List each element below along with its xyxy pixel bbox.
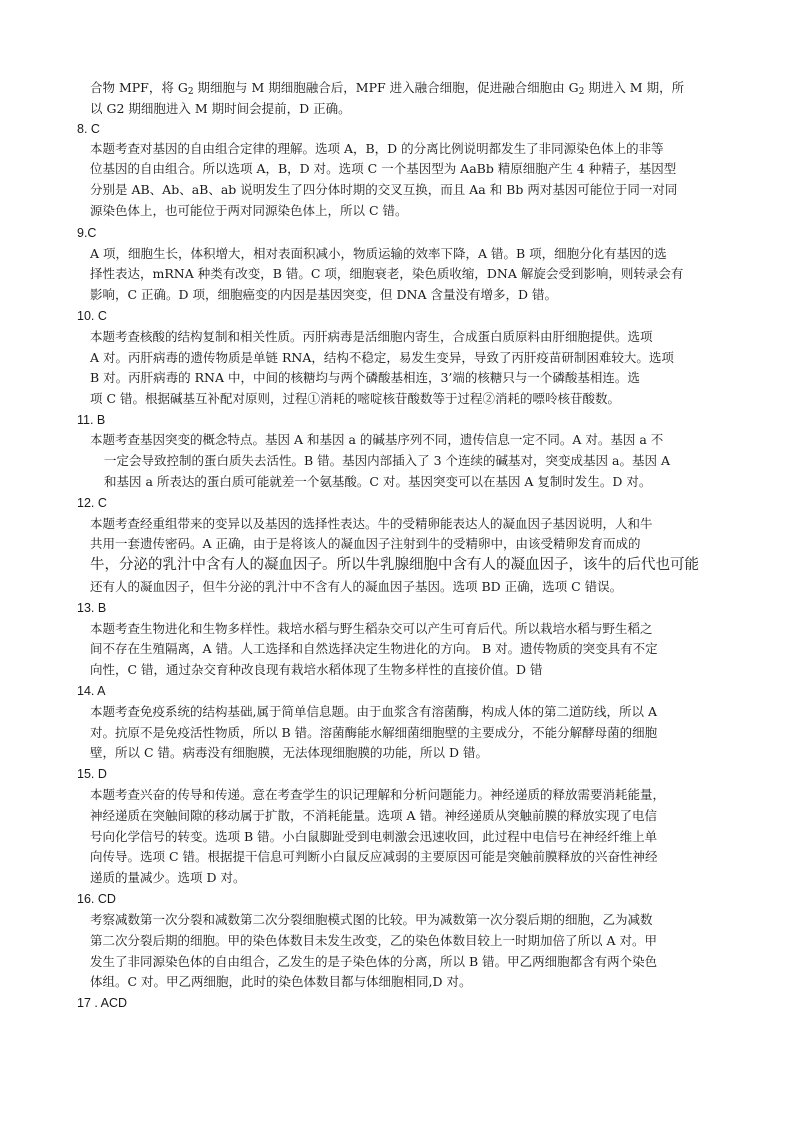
explanation-line: A 项，细胞生长，体积增大，相对表面积减小，物质运输的效率下降，A 错。B 项，细胞分化有基因的选 (90, 246, 667, 261)
explanation-line: 分别是 AB、Ab、aB、ab 说明发生了四分体时期的交叉互换，而且 Aa 和 Bb 两对基因可能位于同一对同 (90, 182, 678, 197)
explanation-line: 牛，分泌的乳汁中含有人的凝血因子。所以牛乳腺细胞中含有人的凝血因子，该牛的后代也可能 (90, 557, 699, 573)
question-number: 8. C (77, 122, 100, 136)
explanation-line: 源染色体上，也可能位于两对同源染色体上，所以 C 错。 (90, 203, 408, 218)
subscript: 2 (187, 87, 194, 97)
subscript: 2 (578, 87, 585, 97)
question-number: 14. A (77, 684, 106, 698)
question-number: 16. CD (77, 892, 116, 906)
explanation-line: 本题考查基因突变的概念特点。基因 A 和基因 a 的碱基序列不同，遗传信息一定不同。A 对。基因 a 不 (90, 432, 664, 447)
intro-text-b: 期细胞与 M 期细胞融合后，MPF 进入融合细胞，促进融合细胞由 G (193, 80, 579, 95)
explanation-line: 间不存在生殖隔离，A 错。人工选择和自然选择决定生物进化的方向。 B 对。遗传物质的突变具有不定 (90, 641, 658, 656)
explanation-line: 影响，C 正确。D 项，细胞癌变的内因是基因突变，但 DNA 含量没有增多，D 错。 (90, 287, 557, 302)
intro-text-c: 期进入 M 期，所 (584, 80, 685, 95)
explanation-line: 向性，C 错，通过杂交育种改良现有栽培水稻体现了生物多样性的直接价值。D 错 (90, 662, 543, 677)
explanation-line: 和基因 a 所表达的蛋白质可能就差一个氨基酸。C 对。基因突变可以在基因 A 复制时发生。D 对。 (104, 474, 652, 489)
explanation-line: 本题考查生物进化和生物多样性。栽培水稻与野生稻杂交可以产生可育后代。所以栽培水稻与野生稻之 (90, 621, 653, 636)
explanation-line: 本题考查对基因的自由组合定律的理解。选项 A，B，D 的分离比例说明都发生了非同源染色体上的非等 (90, 141, 664, 156)
intro-line-1 (90, 80, 684, 100)
explanation-line: 本题考查免疫系统的结构基础,属于简单信息题。由于血浆含有溶菌酶，构成人体的第二道防线，所以 A (90, 704, 657, 719)
question-number: 9.C (77, 226, 97, 240)
explanation-line: 向传导。选项 C 错。根据提干信息可判断小白鼠反应减弱的主要原因可能是突触前膜释放的兴奋性神经 (90, 849, 658, 864)
explanation-line: 本题考查核酸的结构复制和相关性质。丙肝病毒是活细胞内寄生，合成蛋白质原料由肝细胞提供。选项 (90, 329, 653, 344)
explanation-line: 本题考查经重组带来的变异以及基因的选择性表达。牛的受精卵能表达人的凝血因子基因说明，人和牛 (90, 516, 653, 531)
explanation-line: 递质的量减少。选项 D 对。 (90, 870, 246, 885)
intro-line-2: 以 G2 期细胞进入 M 期时间会提前，D 正确。 (90, 101, 351, 116)
explanation-line: 对。抗原不是免疫活性物质，所以 B 错。溶菌酶能水解细菌细胞壁的主要成分，不能分解酵母菌的细胞 (90, 725, 658, 740)
question-number: 17 . ACD (77, 996, 128, 1010)
intro-text-a: 合物 MPF，将 G (90, 80, 188, 95)
explanation-line: A 对。丙肝病毒的遗传物质是单链 RNA，结构不稳定，易发生变异，导致了丙肝疫苗研制困难较大。选项 (90, 350, 674, 365)
explanation-line: 共用一套遗传密码。A 正确，由于是将该人的凝血因子注射到牛的受精卵中，由该受精卵发育而成的 (90, 536, 641, 551)
explanation-line: B 对。丙肝病毒的 RNA 中，中间的核糖均与两个磷酸基相连，3’端的核糖只与一个磷酸基相连。选 (90, 370, 640, 385)
explanation-line: 还有人的凝血因子，但牛分泌的乳汁中不含有人的凝血因子基因。选项 BD 正确，选项 C 错误。 (90, 579, 623, 594)
question-number: 12. C (77, 496, 107, 510)
explanation-line: 本题考查兴奋的传导和传递。意在考查学生的识记理解和分析问题能力。神经递质的释放需要消耗能量， (90, 787, 666, 802)
explanation-line: 第二次分裂后期的细胞。甲的染色体数目未发生改变，乙的染色体数目较上一时期加倍了所以 A 对。甲 (90, 933, 657, 948)
question-number: 15. D (77, 767, 107, 781)
explanation-line: 项 C 错。根据碱基互补配对原则，过程①消耗的嘧啶核苷酸数等于过程②消耗的嘌呤核苷酸数。 (90, 391, 621, 406)
explanation-line: 壁，所以 C 错。病毒没有细胞膜，无法体现细胞膜的功能，所以 D 错。 (90, 745, 488, 760)
explanation-line: 神经递质在突触间隙的移动属于扩散，不消耗能量。选项 A 错。神经递质从突触前膜的释放实现了电信 (90, 808, 657, 823)
explanation-line: 号向化学信号的转变。选项 B 错。小白鼠脚趾受到电刺激会迅速收回，此过程中电信号在神经纤维上单 (90, 829, 658, 844)
question-number: 10. C (77, 309, 107, 323)
explanation-line: 发生了非同源染色体的自由组合，乙发生的是子染色体的分离，所以 B 错。甲乙两细胞都含有两个染色 (90, 954, 658, 969)
question-number: 13. B (77, 601, 107, 615)
explanation-line: 考察减数第一次分裂和减数第二次分裂细胞模式图的比较。甲为减数第一次分裂后期的细胞，乙为减数 (90, 912, 653, 927)
question-number: 11. B (77, 413, 106, 427)
explanation-line: 体组。C 对。甲乙两细胞，此时的染色体数目都与体细胞相同,D 对。 (90, 974, 472, 989)
explanation-line: 择性表达，mRNA 种类有改变，B 错。C 项，细胞衰老，染色质收缩，DNA 解旋会受到影响，则转录会有 (90, 266, 684, 281)
explanation-line: 位基因的自由组合。所以选项 A，B，D 对。选项 C 一个基因型为 AaBb 精原细胞产生 4 种精子，基因型 (90, 161, 677, 176)
explanation-line: 一定会导致控制的蛋白质失去活性。B 错。基因内部插入了 3 个连续的碱基对，突变成基因 a。基因 A (104, 453, 670, 468)
